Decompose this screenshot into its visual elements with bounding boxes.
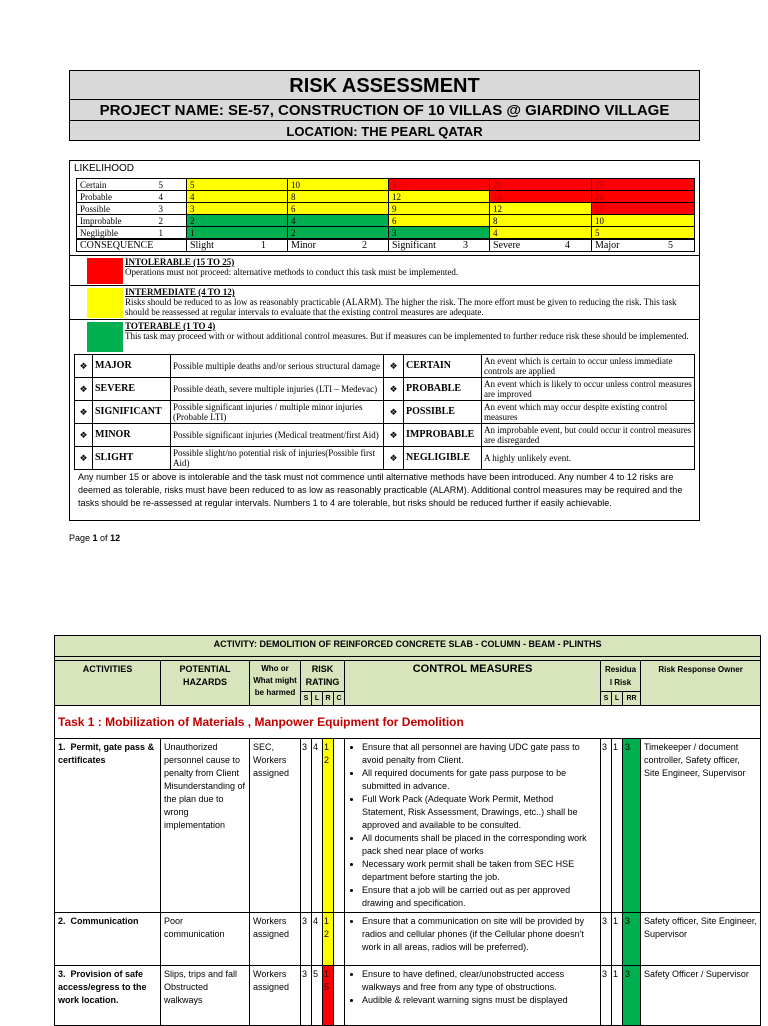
rating-s: 3 bbox=[301, 913, 312, 966]
legend-tolerable bbox=[70, 319, 699, 354]
rating-r: 15 bbox=[323, 966, 334, 1026]
rating-c bbox=[334, 913, 345, 966]
owner-cell: Timekeeper / document controller, Safety officer, Site Engineer, Supervisor bbox=[641, 739, 761, 913]
definition-row bbox=[75, 447, 695, 470]
consequence-description: Possible significant injuries (Medical treatment/first Aid) bbox=[171, 424, 384, 447]
consequence-row bbox=[77, 239, 695, 252]
header-owner: Risk Response Owner bbox=[641, 661, 761, 706]
consequence-description: Possible slight/no potential risk of injuries(Possible first Aid) bbox=[171, 447, 384, 470]
legend-intermediate bbox=[70, 285, 699, 320]
risk-score-cell: 8 bbox=[288, 191, 389, 203]
likelihood-cell: Certain 5 bbox=[77, 179, 187, 191]
header-s: S bbox=[301, 692, 312, 706]
risk-score-cell: 3 bbox=[389, 227, 490, 240]
risk-score-cell: 6 bbox=[389, 215, 490, 227]
bullet-icon: ❖ bbox=[75, 424, 93, 447]
risk-score-cell: 15 bbox=[592, 203, 695, 215]
risk-note: Any number 15 or above is intolerable and the task must not commence until alternative methods have been introduced. Any number 4 to 12 risks are deemed as tolerable, risks must have been reduced to as low as reasonably practicable (ALARM). Additional control measures may be required and the tasks should be re-assessed at regular intervals. Numbers 1 to 4 are tolerable, but risks should be reduced further if easily achievable. bbox=[78, 469, 690, 510]
bullet-icon: ❖ bbox=[384, 401, 404, 424]
matrix-row bbox=[77, 215, 695, 227]
owner-cell: Safety Officer / Supervisor bbox=[641, 966, 761, 1026]
control-item: • All documents shall be placed in the corresponding work pack shed near place of works bbox=[362, 832, 597, 858]
table-row bbox=[55, 913, 761, 966]
residual-s: 3 bbox=[601, 913, 612, 966]
consequence-cell: Significant 3 bbox=[389, 239, 490, 252]
definitions-table bbox=[74, 354, 695, 470]
rating-r: 12 bbox=[323, 913, 334, 966]
likelihood-name: PROBABLE bbox=[404, 378, 482, 401]
risk-score-cell: 12 bbox=[490, 203, 592, 215]
activity-table bbox=[54, 635, 761, 1026]
header-c: C bbox=[334, 692, 345, 706]
task-row bbox=[55, 706, 761, 739]
consequence-cell: Minor 2 bbox=[288, 239, 389, 252]
risk-score-cell: 4 bbox=[490, 227, 592, 240]
matrix-row bbox=[77, 203, 695, 215]
residual-rr: 3 bbox=[623, 966, 641, 1026]
legend-title: INTERMEDIATE (4 TO 12) bbox=[125, 287, 235, 297]
likelihood-matrix bbox=[76, 178, 695, 252]
table-row bbox=[55, 966, 761, 1026]
likelihood-cell: Improbable 2 bbox=[77, 215, 187, 227]
risk-score-cell: 16 bbox=[490, 191, 592, 203]
risk-score-cell: 9 bbox=[389, 203, 490, 215]
legend-text: Risks should be reduced to as low as reasonably practicable (ALARM). The higher the risk. The more effort must be given to reducing the risk. This task should be reassessed at regular intervals to evaluate that the existing control measures are adequate. bbox=[125, 297, 677, 317]
header-risk-rating: RISK RATING bbox=[301, 661, 345, 692]
risk-score-cell: 20 bbox=[490, 179, 592, 191]
activity-cell: 1. Permit, gate pass & certificates bbox=[55, 739, 161, 913]
residual-s: 3 bbox=[601, 739, 612, 913]
likelihood-cell: Probable 4 bbox=[77, 191, 187, 203]
likelihood-description: A highly unlikely event. bbox=[482, 447, 695, 470]
likelihood-cell: Negligible 1 bbox=[77, 227, 187, 240]
residual-rr: 3 bbox=[623, 739, 641, 913]
likelihood-name: IMPROBABLE bbox=[404, 424, 482, 447]
who-cell: Workers assigned bbox=[250, 913, 301, 966]
header-hazards: POTENTIAL HAZARDS bbox=[161, 661, 250, 706]
header-activities: ACTIVITIES bbox=[55, 661, 161, 706]
bullet-icon: ❖ bbox=[75, 378, 93, 401]
bullet-icon: ❖ bbox=[75, 401, 93, 424]
legend-swatch bbox=[87, 322, 123, 352]
table-row bbox=[55, 739, 761, 913]
legend-swatch bbox=[87, 288, 123, 318]
likelihood-description: An improbable event, but could occur it control measures are disregarded bbox=[482, 424, 695, 447]
likelihood-label: LIKELIHOOD bbox=[74, 163, 135, 174]
who-cell: SEC, Workers assigned bbox=[250, 739, 301, 913]
rating-l: 4 bbox=[312, 739, 323, 913]
residual-l: 1 bbox=[612, 913, 623, 966]
activity-cell: 2. Communication bbox=[55, 913, 161, 966]
consequence-name: MAJOR bbox=[93, 355, 171, 378]
bullet-icon: ❖ bbox=[75, 355, 93, 378]
legend-intolerable bbox=[70, 255, 699, 286]
risk-score-cell: 3 bbox=[187, 203, 288, 215]
page-number: Page 1 of 12 bbox=[69, 533, 121, 543]
risk-score-cell: 1 bbox=[187, 227, 288, 240]
matrix-row bbox=[77, 179, 695, 191]
likelihood-name: NEGLIGIBLE bbox=[404, 447, 482, 470]
consequence-cell: Slight 1 bbox=[187, 239, 288, 252]
consequence-cell: Severe 4 bbox=[490, 239, 592, 252]
likelihood-name: POSSIBLE bbox=[404, 401, 482, 424]
header-who: Who or What might be harmed bbox=[250, 661, 301, 706]
legend-title: INTOLERABLE (15 TO 25) bbox=[125, 257, 235, 267]
control-item: • Necessary work permit shall be taken from SEC HSE department before starting the job. bbox=[362, 858, 597, 884]
risk-score-cell: 15 bbox=[389, 179, 490, 191]
consequence-name: SLIGHT bbox=[93, 447, 171, 470]
risk-matrix-panel bbox=[69, 160, 700, 521]
definition-row bbox=[75, 355, 695, 378]
consequence-description: Possible significant injuries / multiple minor injuries (Probable LTI) bbox=[171, 401, 384, 424]
bullet-icon: ❖ bbox=[384, 378, 404, 401]
bullet-icon: ❖ bbox=[384, 355, 404, 378]
hazard-cell: Unauthorized personnel cause to penalty from Client Misunderstanding of the plan due to wrong implementation bbox=[161, 739, 250, 913]
definition-row bbox=[75, 401, 695, 424]
control-measures bbox=[345, 966, 601, 1026]
control-item: • Ensure that all personnel are having UDC gate pass to avoid penalty from Client. bbox=[362, 741, 597, 767]
consequence-cell: Major 5 bbox=[592, 239, 695, 252]
consequence-description: Possible multiple deaths and/or serious structural damage bbox=[171, 355, 384, 378]
page-title: RISK ASSESSMENT bbox=[69, 70, 700, 100]
residual-l: 1 bbox=[612, 739, 623, 913]
header-rr: RR bbox=[623, 692, 641, 706]
task-title: Task 1 : Mobilization of Materials , Manpower Equipment for Demolition bbox=[55, 706, 761, 739]
risk-score-cell: 20 bbox=[592, 191, 695, 203]
bullet-icon: ❖ bbox=[384, 447, 404, 470]
rating-r: 12 bbox=[323, 739, 334, 913]
likelihood-description: An event which may occur despite existing control measures bbox=[482, 401, 695, 424]
consequence-name: SIGNIFICANT bbox=[93, 401, 171, 424]
owner-cell: Safety officer, Site Engineer, Supervisor bbox=[641, 913, 761, 966]
rating-s: 3 bbox=[301, 739, 312, 913]
risk-score-cell: 6 bbox=[288, 203, 389, 215]
header-l: L bbox=[312, 692, 323, 706]
project-location: LOCATION: THE PEARL QATAR bbox=[69, 120, 700, 141]
who-cell: Workers assigned bbox=[250, 966, 301, 1026]
risk-score-cell: 10 bbox=[288, 179, 389, 191]
risk-score-cell: 2 bbox=[187, 215, 288, 227]
control-item: • Ensure to have defined, clear/unobstructed access walkways and free from any type of obstructions. bbox=[362, 968, 597, 994]
risk-score-cell: 10 bbox=[592, 215, 695, 227]
legend-text: This task may proceed with or without additional control measures. But if measures can be implemented to further reduce risk these should be implemented. bbox=[125, 331, 689, 341]
definition-row bbox=[75, 424, 695, 447]
consequence-name: MINOR bbox=[93, 424, 171, 447]
consequence-description: Possible death, severe multiple injuries (LTI – Medevac) bbox=[171, 378, 384, 401]
hazard-cell: Slips, trips and fall Obstructed walkways bbox=[161, 966, 250, 1026]
rating-l: 5 bbox=[312, 966, 323, 1026]
header-rs: S bbox=[601, 692, 612, 706]
definition-row bbox=[75, 378, 695, 401]
likelihood-description: An event which is likely to occur unless control measures are improved bbox=[482, 378, 695, 401]
risk-score-cell: 25 bbox=[592, 179, 695, 191]
consequence-label: CONSEQUENCE bbox=[77, 239, 187, 252]
rating-s: 3 bbox=[301, 966, 312, 1026]
consequence-name: SEVERE bbox=[93, 378, 171, 401]
rating-l: 4 bbox=[312, 913, 323, 966]
table-header-row bbox=[55, 661, 761, 692]
bullet-icon: ❖ bbox=[384, 424, 404, 447]
risk-score-cell: 8 bbox=[490, 215, 592, 227]
activity-cell: 3. Provision of safe access/egress to the work location. bbox=[55, 966, 161, 1026]
risk-score-cell: 5 bbox=[187, 179, 288, 191]
likelihood-description: An event which is certain to occur unless immediate controls are applied bbox=[482, 355, 695, 378]
control-measures bbox=[345, 739, 601, 913]
rating-c bbox=[334, 739, 345, 913]
risk-score-cell: 5 bbox=[592, 227, 695, 240]
risk-score-cell: 4 bbox=[187, 191, 288, 203]
hazard-cell: Poor communication bbox=[161, 913, 250, 966]
matrix-row bbox=[77, 191, 695, 203]
rating-c bbox=[334, 966, 345, 1026]
activity-title-row bbox=[55, 636, 761, 657]
likelihood-name: CERTAIN bbox=[404, 355, 482, 378]
risk-score-cell: 4 bbox=[288, 215, 389, 227]
residual-rr: 3 bbox=[623, 913, 641, 966]
likelihood-cell: Possible 3 bbox=[77, 203, 187, 215]
risk-score-cell: 12 bbox=[389, 191, 490, 203]
legend-swatch bbox=[87, 258, 123, 284]
legend-text: Operations must not proceed: alternative methods to conduct this task must be implemented. bbox=[125, 267, 459, 277]
control-item: • Full Work Pack (Adequate Work Permit, Method Statement, Risk Assessment, Drawings, etc..) shall be approved and available to be consulted. bbox=[362, 793, 597, 832]
control-measures bbox=[345, 913, 601, 966]
residual-s: 3 bbox=[601, 966, 612, 1026]
residual-l: 1 bbox=[612, 966, 623, 1026]
project-name: PROJECT NAME: SE-57, CONSTRUCTION OF 10 VILLAS @ GIARDINO VILLAGE bbox=[69, 99, 700, 121]
header-r: R bbox=[323, 692, 334, 706]
header-residual: Residua l Risk bbox=[601, 661, 641, 692]
header-control: CONTROL MEASURES bbox=[345, 661, 601, 706]
control-item: • Ensure that a communication on site will be provided by radios and cellular phones (if the Cellular phone doesn't work in all areas, radios will be preferred). bbox=[362, 915, 597, 954]
control-item: • Audible & relevant warning signs must be displayed bbox=[362, 994, 597, 1007]
matrix-row bbox=[77, 227, 695, 240]
legend-title: TOTERABLE (1 TO 4) bbox=[125, 321, 216, 331]
risk-score-cell: 2 bbox=[288, 227, 389, 240]
control-item: • Ensure that a job will be carried out as per approved drawing and specification. bbox=[362, 884, 597, 910]
bullet-icon: ❖ bbox=[75, 447, 93, 470]
header-rl: L bbox=[612, 692, 623, 706]
control-item: • All required documents for gate pass purpose to be submitted in advance. bbox=[362, 767, 597, 793]
activity-title: ACTIVITY: DEMOLITION OF REINFORCED CONCRETE SLAB - COLUMN - BEAM - PLINTHS bbox=[55, 636, 761, 657]
